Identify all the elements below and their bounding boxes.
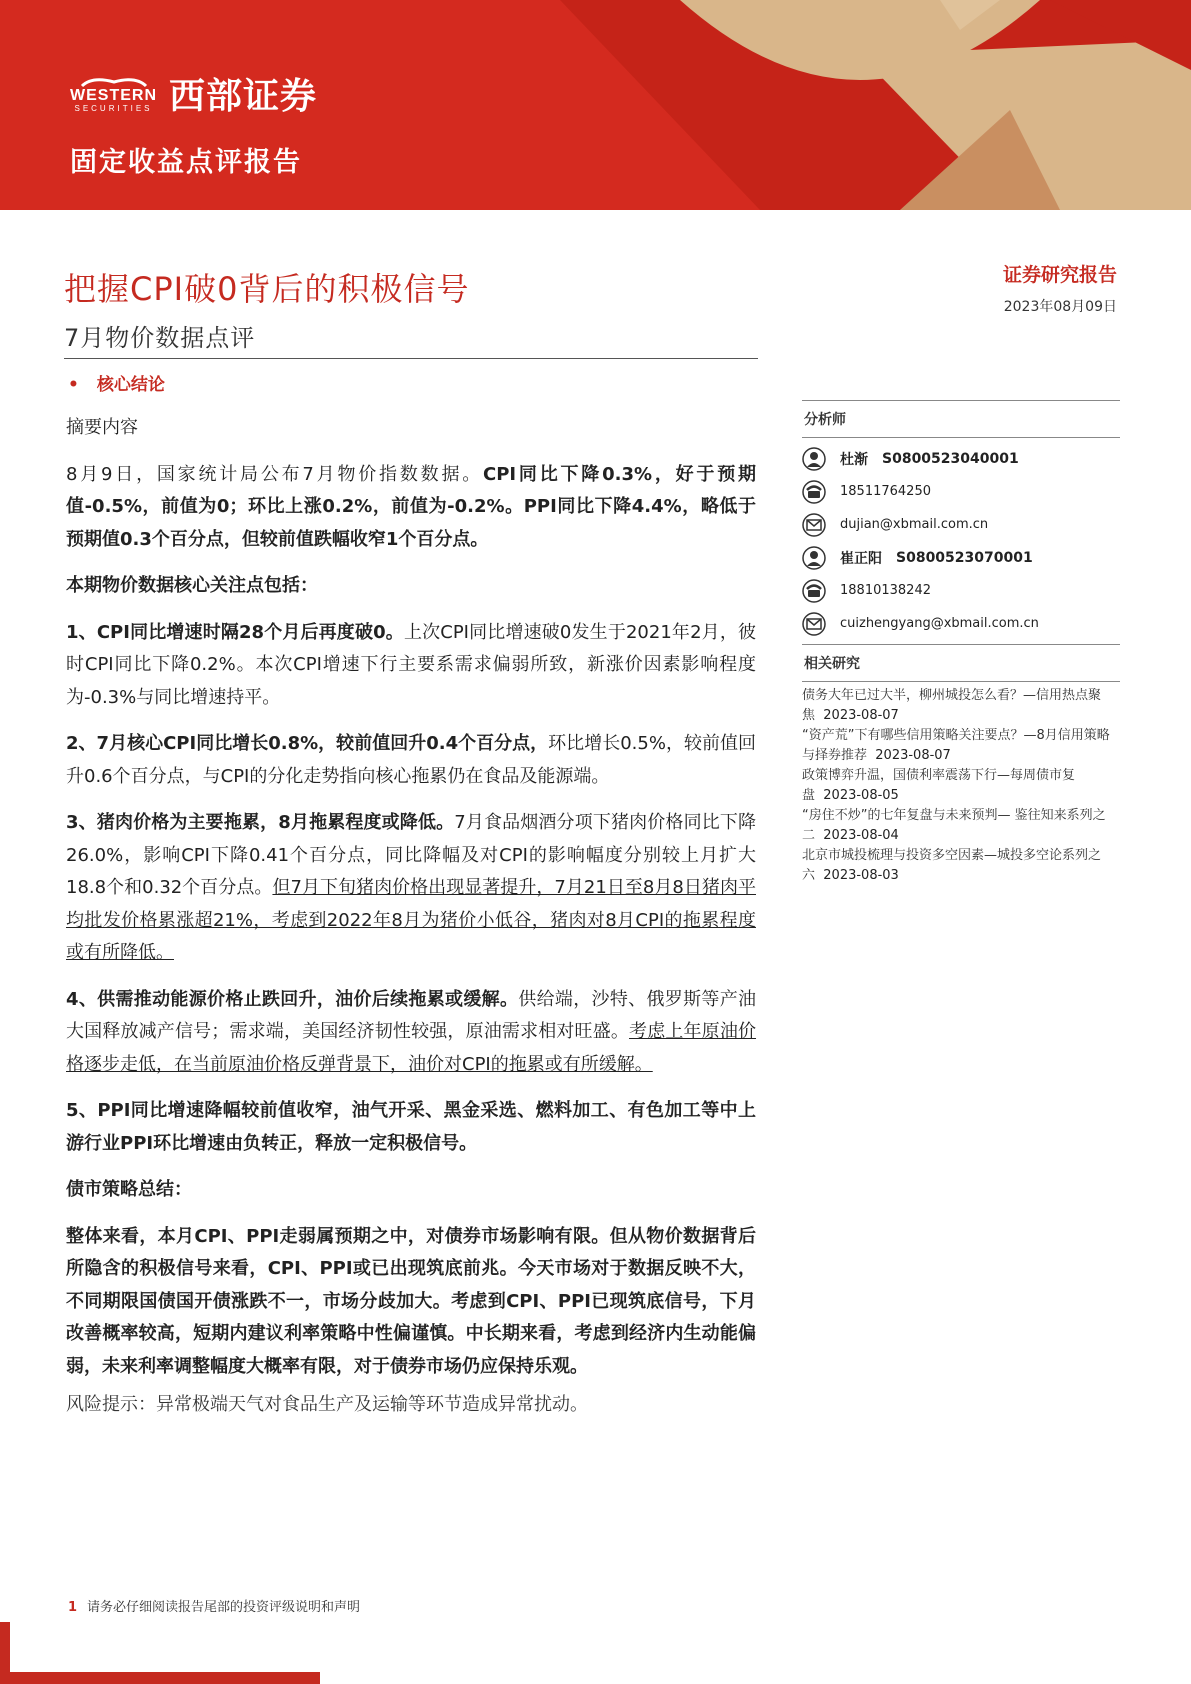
report-date: 2023年08月09日 [1003, 299, 1117, 315]
analyst-2-email-row [802, 607, 1120, 640]
logo-text-en: WESTERN [70, 86, 157, 104]
document-type: 证券研究报告 [1002, 264, 1117, 286]
analyst-1-email[interactable]: dujian@xbmail.com.cn [840, 517, 989, 532]
analyst-2-phone-row [802, 574, 1120, 607]
report-type: 固定收益点评报告 [70, 147, 302, 178]
page-number: 1 [68, 1600, 78, 1615]
core-conclusion-heading [68, 370, 165, 395]
point-2-text: 环比增长0.5%，较前值回升0.6个百分点，与CPI的分化走势指向核心拖累仍在食品及能源端。 [66, 733, 756, 787]
envelope-icon [802, 513, 826, 537]
point-1-text: 上次CPI同比增速破0发生于2021年2月，彼时CPI同比下降0.2%。本次CPI增速下行主要系需求偏弱所致，新涨价因素影响程度为-0.3%与同比增速持平。 [66, 621, 756, 708]
report-subtitle: 7月物价数据点评 [64, 324, 256, 352]
analyst-1-email-row [802, 508, 1120, 541]
company-logo [70, 68, 317, 119]
analyst-1-cert: S0800523040001 [882, 450, 1019, 467]
point-1-heading: 1、CPI同比增速时隔28个月后再度破0。 [66, 621, 404, 643]
person-icon [802, 546, 826, 570]
analyst-1-name-row [802, 442, 1120, 475]
analyst-1-phone-row [802, 475, 1120, 508]
abstract-label: 摘要内容 [66, 417, 138, 438]
related-item[interactable]: 债务大年已过大半，柳州城投怎么看？—信用热点聚焦 2023-08-07 [802, 688, 1102, 723]
bond-strategy-text: 整体来看，本月CPI、PPI走弱属预期之中，对债券市场影响有限。但从物价数据背后所隐含的积极信号来看，CPI、PPI或已出现筑底前兆。今天市场对于数据反映不大，不同期限国债国开债涨跌不一，市场分歧加大。考虑到CPI、PPI已现筑底信号，下月改善概率较高，短期内建议利率策略中性偏谨慎。中长期来看，考虑到经济内生动能偏弱，未来利率调整幅度大概率有限，对于债券市场仍应保持乐观。 [66, 1225, 756, 1377]
bull-horns-icon [78, 74, 150, 88]
analyst-1-name: 杜渐 [840, 451, 868, 468]
main-content [66, 412, 756, 1422]
paragraph-focus-intro: 本期物价数据核心关注点包括： [66, 575, 318, 596]
paragraph-point-5: 5、PPI同比增速降幅较前值收窄，油气开采、黑金采选、燃料加工、有色加工等中上游行业PPI环比增速由负转正，释放一定积极信号。 [66, 1100, 756, 1154]
paragraph-point-4 [66, 984, 756, 1082]
analyst-2-name: 崔正阳 [840, 550, 882, 567]
related-item[interactable]: 政策博弈升温，国债利率震荡下行—每周债市复盘 2023-08-05 [802, 768, 1076, 803]
paragraph-point-1 [66, 617, 756, 715]
risk-warning: 风险提示：异常极端天气对食品生产及运输等环节造成异常扰动。 [66, 1394, 588, 1415]
report-title: 把握CPI破0背后的积极信号 [64, 270, 470, 308]
point-4-underlined: 考虑上年原油价格逐步走低，在当前原油价格反弹背景下，油价对CPI的拖累或有所缓解。 [66, 1021, 757, 1075]
logo-text-cn: 西部证券 [169, 76, 318, 117]
core-conclusion-label: 核心结论 [96, 375, 165, 395]
analyst-1-phone: 18511764250 [840, 484, 931, 499]
analyst-2-cert: S0800523070001 [896, 549, 1033, 566]
sidebar [802, 400, 1120, 886]
related-item[interactable]: “资产荒”下有哪些信用策略关注要点？—8月信用策略与择券推荐 2023-08-07 [802, 728, 1110, 763]
paragraph-point-3 [66, 807, 756, 970]
paragraph-summary [66, 459, 756, 557]
disclaimer-text: 请务必仔细阅读报告尾部的投资评级说明和声明 [87, 1600, 361, 1615]
footer-accent-horizontal [0, 1672, 320, 1684]
related-research-list [802, 682, 1120, 886]
header-banner [0, 0, 1191, 210]
bond-strategy-heading: 债市策略总结： [66, 1179, 192, 1200]
analyst-2-email[interactable]: cuizhengyang@xbmail.com.cn [840, 616, 1039, 631]
analyst-header: 分析师 [804, 412, 846, 428]
footer-disclaimer [68, 1596, 360, 1615]
envelope-icon [802, 612, 826, 636]
phone-icon [802, 480, 826, 504]
point-3-heading: 3、猪肉价格为主要拖累，8月拖累程度或降低。 [66, 812, 455, 833]
point-4-heading: 4、供需推动能源价格止跌回升，油价后续拖累或缓解。 [66, 988, 519, 1010]
bullet-icon: • [68, 375, 79, 395]
phone-icon [802, 579, 826, 603]
point-2-heading: 2、7月核心CPI同比增长0.8%，较前值回升0.4个百分点， [66, 733, 549, 754]
related-research-header: 相关研究 [804, 656, 860, 672]
point-4-text: 供给端，沙特、俄罗斯等产油大国释放减产信号；需求端，美国经济韧性较强，原油需求相对旺盛。 [66, 988, 756, 1042]
point-3-underlined: 但7月下旬猪肉价格出现显著提升，7月21日至8月8日猪肉平均批发价格累涨超21%，考虑到2022年8月为猪价小低谷，猪肉对8月CPI的拖累程度或有所降低。 [66, 877, 756, 963]
related-item[interactable]: “房住不炒”的七年复盘与未来预判— 鉴往知来系列之二 2023-08-04 [802, 808, 1106, 843]
title-divider [64, 358, 758, 359]
analyst-2-phone: 18810138242 [840, 583, 931, 598]
point-3-text: 7月食品烟酒分项下猪肉价格同比下降26.0%，影响CPI下降0.41个百分点，同比降幅及对CPI的影响幅度分别较上月扩大18.8个和0.32个百分点。 [66, 812, 757, 898]
summary-text: 8月9日，国家统计局公布7月物价指数数据。 [66, 463, 484, 485]
related-item[interactable]: 北京市城投梳理与投资多空因素—城投多空论系列之六 2023-08-03 [802, 848, 1102, 883]
logo-text-en-sub: SECURITIES [74, 103, 153, 113]
person-icon [802, 447, 826, 471]
summary-bold: CPI同比下降0.3%，好于预期值-0.5%，前值为0；环比上涨0.2%，前值为-0.2%。PPI同比下降4.4%，略低于预期值0.3个百分点，但较前值跌幅收窄1个百分点。 [66, 463, 756, 550]
analyst-2-name-row [802, 541, 1120, 574]
paragraph-point-2 [66, 728, 756, 793]
